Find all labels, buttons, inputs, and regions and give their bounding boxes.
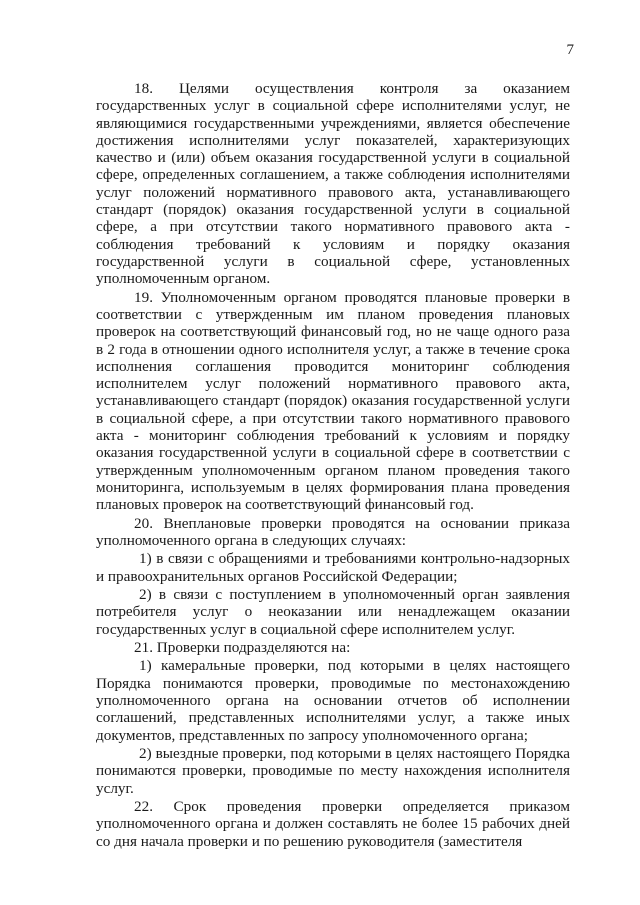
paragraph-19: 19. Уполномоченным органом проводятся плановые проверки в соответствии с утвержденным им планом проведения плановых проверок на соответствующий финансовый год, но не чаще одного раза в 2 года в отношении одного исполнителя услуг, а также в течение срока исполнения соглашения проводится мониторинг соблюдения исполнителем услуг положений нормативного правового акта, устанавливающего стандарт (порядок) оказания государственной услуги в социальной сфере, а при отсутствии такого нормативного правового акта - мониторинг соблюдения требований к условиям и порядку оказания государственной услуги в социальной сфере в соответствии с утвержденным уполномоченным органом планом проведения такого мониторинга, используемым в целях формирования плана проведения плановых проверок на соответствующий финансовый год. [96,288,570,514]
paragraph-20: 20. Внеплановые проверки проводятся на основании приказа уполномоченного органа в следующих случаях: [96,514,570,549]
document-body [96,80,570,850]
paragraph-21-item-1: 1) камеральные проверки, под которыми в целях настоящего Порядка понимаются проверки, проводимые по местонахождению уполномоченного органа на основании отчетов об исполнении соглашений, представленных исполнителями услуг, а также иных документов, представленных по запросу уполномоченного органа; [96,657,570,744]
page-number: 7 [566,42,574,58]
paragraph-21-item-2: 2) выездные проверки, под которыми в целях настоящего Порядка понимаются проверки, проводимые по месту нахождения исполнителя услуг. [96,744,570,797]
paragraph-18: 18. Целями осуществления контроля за оказанием государственных услуг в социальной сфере исполнителями услуг, не являющимися государственными учреждениями, является обеспечение достижения исполнителями услуг показателей, характеризующих качество и (или) объем оказания государственной услуги в социальной сфере, определенных соглашением, а также соблюдения исполнителями услуг положений нормативного правового акта, устанавливающего стандарт (порядок) оказания государственной услуги в социальной сфере, а при отсутствии такого нормативного правового акта - соблюдения требований к условиям и порядку оказания государственной услуги в социальной сфере, установленных уполномоченным органом. [96,80,570,288]
paragraph-21: 21. Проверки подразделяются на: [134,638,351,656]
paragraph-20-item-2: 2) в связи с поступлением в уполномоченный орган заявления потребителя услуг о неоказании или ненадлежащем оказании государственных услуг в социальной сфере исполнителем услуг. [96,585,570,638]
paragraph-22: 22. Срок проведения проверки определяется приказом уполномоченного органа и должен составлять не более 15 рабочих дней со дня начала проверки и по решению руководителя (заместителя [96,797,570,850]
paragraph-20-item-1: 1) в связи с обращениями и требованиями контрольно-надзорных и правоохранительных органов Российской Федерации; [96,550,570,585]
